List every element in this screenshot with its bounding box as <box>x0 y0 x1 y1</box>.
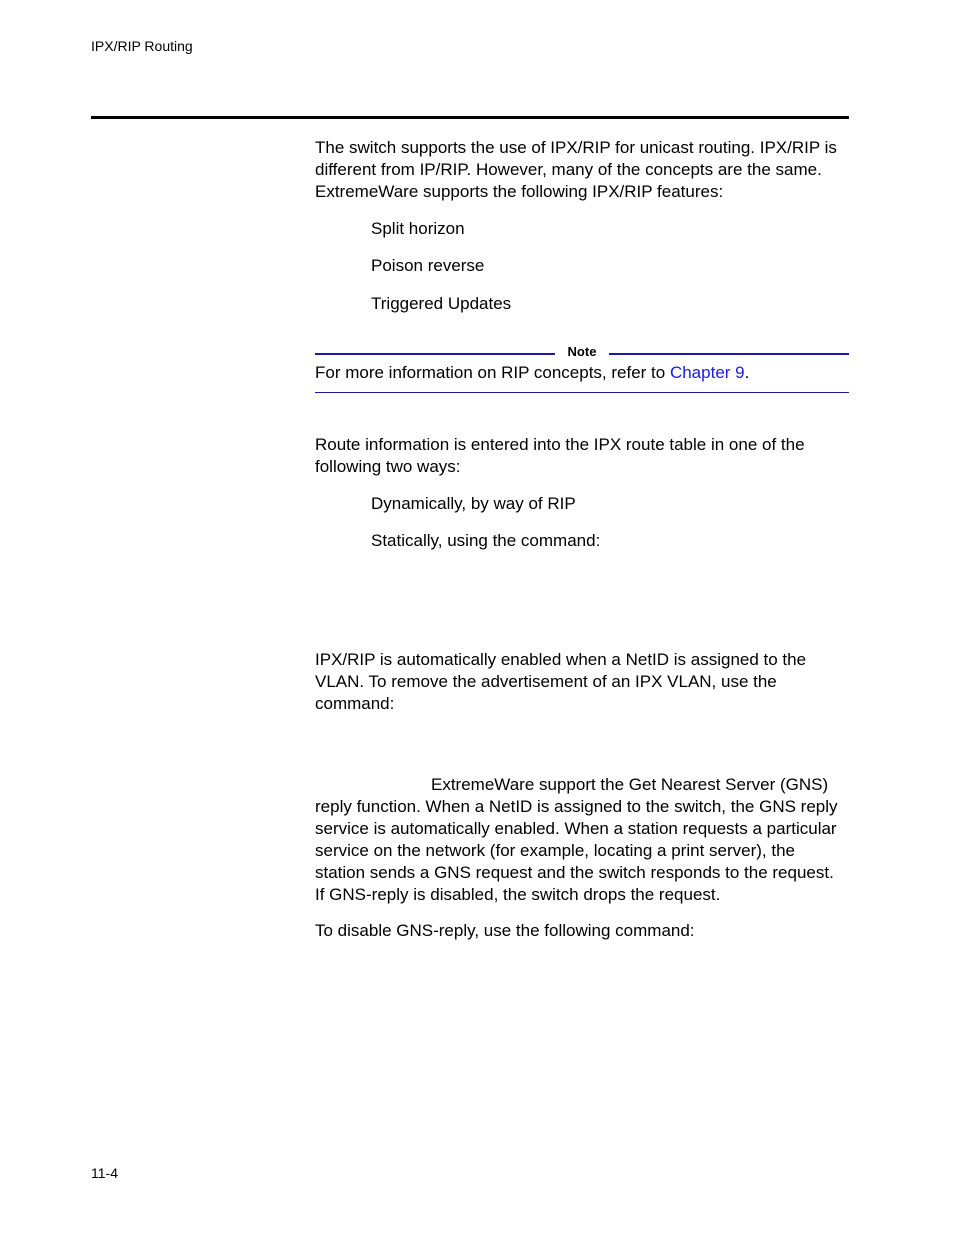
gns-line-2: service is automatically enabled. When a station requests a particular <box>315 819 837 838</box>
note-text <box>315 362 850 384</box>
gns-line-3: service on the network (for example, locating a print server), the <box>315 841 795 860</box>
gns-paragraph <box>315 796 850 906</box>
intro-line-3: ExtremeWare supports the following IPX/RIP features: <box>315 182 724 201</box>
note-rule-bottom <box>315 392 849 393</box>
ipxrip-paragraph <box>315 649 850 715</box>
route-way-dynamic: Dynamically, by way of RIP <box>371 494 576 513</box>
feature-item-split-horizon: Split horizon <box>371 219 465 238</box>
note-text-after: . <box>744 363 750 382</box>
gns-disable-text: To disable GNS-reply, use the following command: <box>315 921 695 940</box>
note-label: Note <box>567 344 597 359</box>
route-way-static: Statically, using the command: <box>371 531 601 550</box>
running-header: IPX/RIP Routing <box>91 38 193 54</box>
note-text-before: For more information on RIP concepts, refer to <box>315 363 670 382</box>
gns-first-line: ExtremeWare support the Get Nearest Server (GNS) <box>431 775 829 794</box>
gns-line-4: station sends a GNS request and the switch responds to the request. <box>315 863 834 882</box>
route-table-paragraph <box>315 434 850 478</box>
route-line-2: following two ways: <box>315 457 461 476</box>
gns-line-5: If GNS-reply is disabled, the switch drops the request. <box>315 885 721 904</box>
intro-paragraph <box>315 137 850 203</box>
page-number: 11-4 <box>91 1165 118 1181</box>
note-rule-right <box>609 353 849 355</box>
feature-item-triggered-updates: Triggered Updates <box>371 294 512 313</box>
feature-item-poison-reverse: Poison reverse <box>371 256 485 275</box>
intro-line-1: The switch supports the use of IPX/RIP for unicast routing. IPX/RIP is <box>315 138 837 157</box>
ipxrip-line-1: IPX/RIP is automatically enabled when a NetID is assigned to the <box>315 650 807 669</box>
gns-line-1: reply function. When a NetID is assigned to the switch, the GNS reply <box>315 797 838 816</box>
route-line-1: Route information is entered into the IPX route table in one of the <box>315 435 805 454</box>
ipxrip-line-2: VLAN. To remove the advertisement of an IPX VLAN, use the <box>315 672 777 691</box>
ipxrip-line-3: command: <box>315 694 395 713</box>
chapter-9-link[interactable]: Chapter 9 <box>669 363 745 382</box>
note-rule-left <box>315 353 555 355</box>
header-rule <box>91 116 849 119</box>
intro-line-2: different from IP/RIP. However, many of the concepts are the same. <box>315 160 822 179</box>
